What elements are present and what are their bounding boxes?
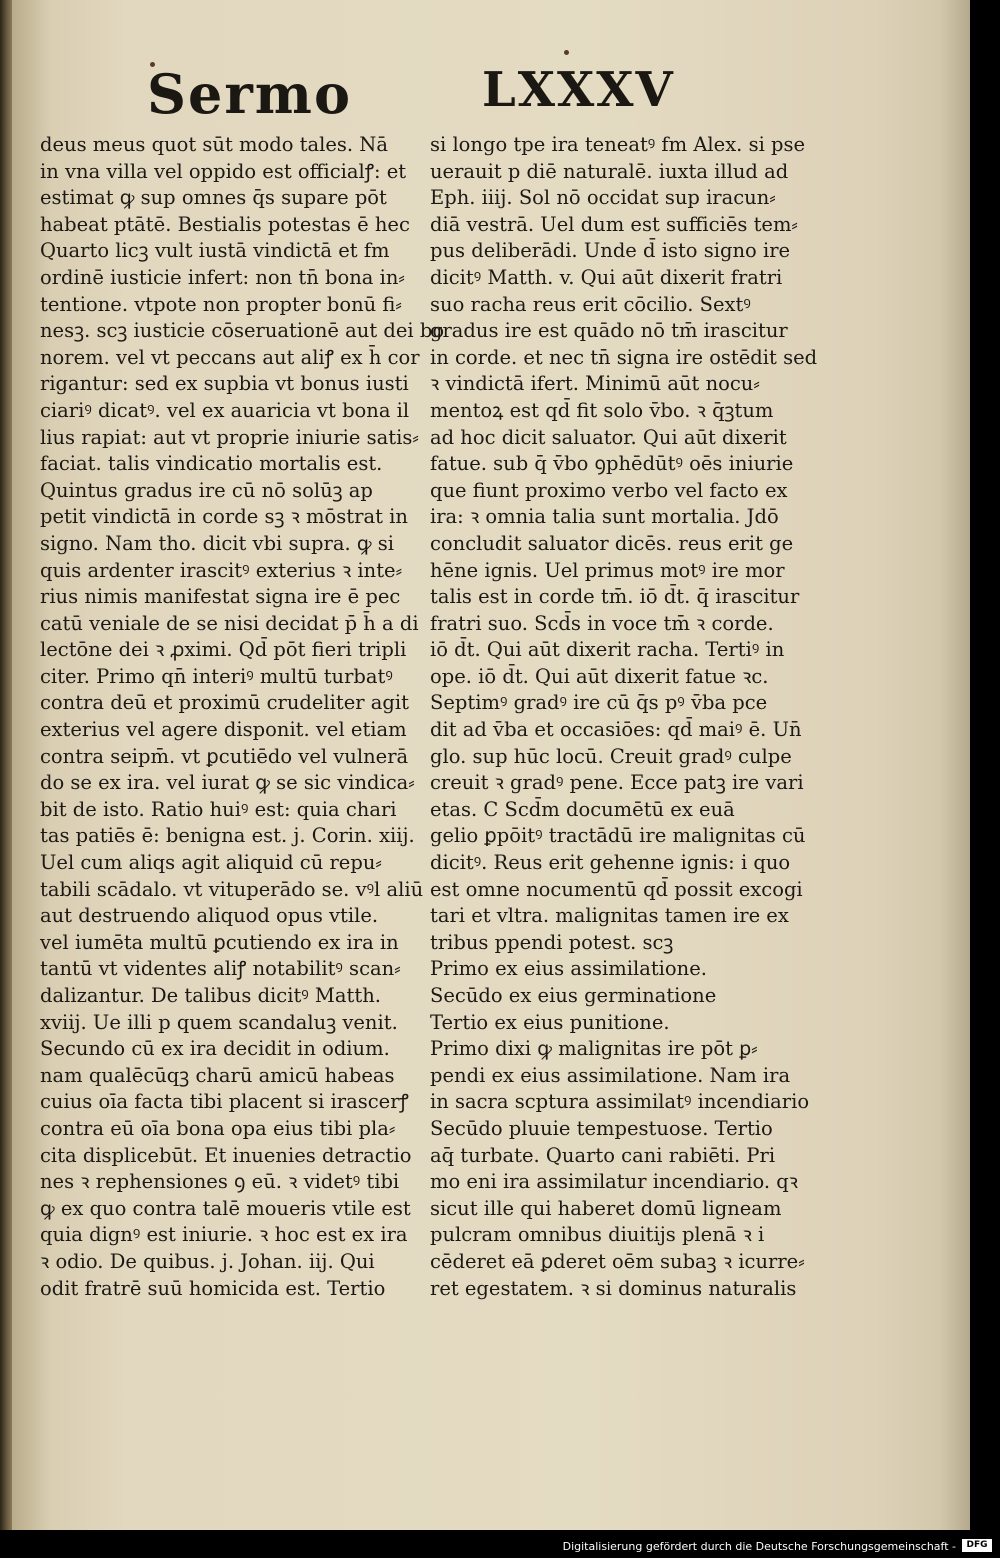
text-line: uerauit p diē naturalē. iuxta illud ad: [430, 159, 789, 183]
text-line: citer. Primo qn̄ interiꝰ multū turbatꝰ: [40, 664, 393, 688]
text-line: cita displicebūt. Et inuenies detractio: [40, 1143, 412, 1167]
text-line: fatue. sub q̄ v̄bo ꝯphēdūtꝰ oēs iniurie: [430, 452, 794, 476]
text-column-left: [40, 132, 445, 1302]
text-line: Quintus gradus ire cū nō solūꝫ ap: [40, 478, 373, 502]
text-line: tabili scādalo. vt vituperādo se. vꝰl aliū: [40, 877, 424, 901]
funding-notice: Digitalisierung gefördert durch die Deutsche Forschungsgemeinschaft -: [562, 1540, 956, 1553]
text-line: quia dignꝰ est iniurie. ꝛ hoc est ex ira: [40, 1223, 408, 1247]
text-line: in sacra scptura assimilatꝰ incendiario: [430, 1090, 810, 1114]
text-line: Tertio ex eius punitione.: [430, 1010, 670, 1034]
text-line: tribus ppendi potest. scꝫ: [430, 930, 674, 954]
text-line: mo eni ira assimilatur incendiario. qꝛ: [430, 1170, 798, 1194]
text-line: gradus ire est quādo nō tm̄ irascitur: [430, 319, 788, 343]
text-line: tari et vltra. malignitas tamen ire ex: [430, 904, 789, 928]
text-line: signo. Nam tho. dicit vbi supra. ꝙ si: [40, 531, 394, 555]
text-line: quis ardenter irascitꝰ exterius ꝛ inte⸗: [40, 558, 403, 582]
text-line: exterius vel agere disponit. vel etiam: [40, 718, 407, 742]
running-head-right: LXXXV: [482, 62, 675, 118]
text-line: in corde. et nec tn̄ signa ire ostēdit sed: [430, 345, 818, 369]
text-line: dicitꝰ Matth. v. Qui aūt dixerit fratri: [430, 265, 783, 289]
text-line: aq̄ turbate. Quarto cani rabiēti. Pri: [430, 1143, 776, 1167]
text-line: Primo dixi ꝙ malignitas ire pōt ꝑ⸗: [430, 1037, 758, 1061]
text-line: odit fratrē suū homicida est. Tertio: [40, 1276, 386, 1300]
text-line: nam qualēcūqꝫ charū amicū habeas: [40, 1063, 395, 1087]
text-line: norem. vel vt peccans aut aliꝭ ex h̄ cor: [40, 345, 420, 369]
text-line: Uel cum aliqs agit aliquid cū repu⸗: [40, 851, 382, 875]
text-line: Quarto licꝫ vult iustā vindictā et fm: [40, 239, 390, 263]
text-line: nesꝫ. scꝫ iusticie cōseruationē aut dei bo: [40, 319, 445, 343]
text-line: ordinē iusticie infert: non tn̄ bona in⸗: [40, 265, 405, 289]
text-line: concludit saluator dicēs. reus erit ge: [430, 531, 794, 555]
text-line: pus deliberādi. Unde d̄ isto signo ire: [430, 239, 791, 263]
text-line: petit vindictā in corde sꝫ ꝛ mōstrat in: [40, 505, 408, 529]
text-line: tas patiēs ē: benigna est. j. Corin. xiij.: [40, 824, 415, 848]
footer-bar: [0, 1530, 1000, 1558]
text-line: tentione. vtpote non propter bonū fi⸗: [40, 292, 402, 316]
text-line: xviij. Ue illi p quem scandaluꝫ venit.: [40, 1010, 398, 1034]
text-line: dicitꝰ. Reus erit gehenne ignis: i quo: [430, 851, 791, 875]
text-line: estimat ꝙ sup omnes q̄s supare pōt: [40, 186, 387, 210]
text-line: creuit ꝛ gradꝰ pene. Ecce patꝫ ire vari: [430, 771, 804, 795]
text-line: aut destruendo aliquod opus vtile.: [40, 904, 379, 928]
text-line: contra eū oīa bona opa eius tibi pla⸗: [40, 1116, 396, 1140]
text-line: mentoꝝ est qd̄ fit solo v̄bo. ꝛ q̄ꝫtum: [430, 398, 774, 422]
text-line: gelio ꝑpōitꝰ tractādū ire malignitas cū: [430, 824, 806, 848]
text-line: si longo tpe ira teneatꝰ fm Alex. si pse: [430, 133, 806, 156]
text-line: rigantur: sed ex supbia vt bonus iusti: [40, 372, 409, 396]
text-line: ꝛ vindictā ifert. Minimū aūt nocu⸗: [430, 372, 760, 396]
text-line: tantū vt videntes aliꝭ notabilitꝰ scan⸗: [40, 957, 401, 981]
margin-mark: [564, 50, 569, 55]
text-line: rius nimis manifestat signa ire ē pec: [40, 585, 401, 609]
text-line: diā vestrā. Uel dum est sufficiēs tem⸗: [430, 212, 798, 236]
text-line: bit de isto. Ratio huiꝰ est: quia chari: [40, 797, 397, 821]
text-line: pendi ex eius assimilatione. Nam ira: [430, 1063, 791, 1087]
text-line: fratri suo. Scd̄s in voce tm̄ ꝛ corde.: [430, 611, 774, 635]
text-line: suo racha reus erit cōcilio. Sextꝰ: [430, 292, 751, 316]
text-line: etas. C Scd̄m documētū ex euā: [430, 797, 735, 821]
text-line: ope. iō d̄t. Qui aūt dixerit fatue ꝛc.: [430, 664, 769, 688]
text-line: nes ꝛ rephensiones ꝯ eū. ꝛ videtꝰ tibi: [40, 1170, 400, 1194]
text-line: Eph. iiij. Sol nō occidat sup iracun⸗: [430, 186, 776, 210]
text-line: contra seipm̄. vt ꝑcutiēdo vel vulnerā: [40, 744, 409, 768]
text-line: dalizantur. De talibus dicitꝰ Matth.: [40, 984, 381, 1007]
text-line: lius rapiat: aut vt proprie iniurie satis⸗: [40, 425, 419, 449]
text-line: catū veniale de se nisi decidat p̄ h̄ a di: [40, 611, 419, 635]
text-line: Secūdo pluuie tempestuose. Tertio: [430, 1116, 773, 1140]
text-line: ret egestatem. ꝛ si dominus naturalis: [430, 1276, 797, 1300]
text-line: faciat. talis vindicatio mortalis est.: [40, 452, 383, 476]
text-line: Secūdo ex eius germinatione: [430, 984, 717, 1007]
text-line: ira: ꝛ omnia talia sunt mortalia. Jdō: [430, 505, 779, 529]
text-line: vel iumēta multū ꝑcutiendo ex ira in: [40, 930, 399, 954]
dfg-logo-icon: DFG: [962, 1539, 992, 1552]
text-line: pulcram omnibus diuitijs plenā ꝛ i: [430, 1223, 765, 1247]
text-line: que fiunt proximo verbo vel facto ex: [430, 478, 788, 502]
text-line: cuius oīa facta tibi placent si irascerꝭ: [40, 1090, 409, 1114]
text-line: in vna villa vel oppido est officialꝭ: et: [40, 159, 407, 183]
text-line: ad hoc dicit saluator. Qui aūt dixerit: [430, 425, 787, 449]
text-line: Secundo cū ex ira decidit in odium.: [40, 1037, 390, 1061]
text-line: lectōne dei ꝛ ꝓximi. Qd̄ pōt fieri tripli: [40, 638, 407, 662]
running-head-left: Sermo: [147, 62, 352, 126]
text-line: ciariꝰ dicatꝰ. vel ex auaricia vt bona il: [40, 398, 410, 422]
text-line: iō d̄t. Qui aūt dixerit racha. Tertiꝰ in: [430, 638, 785, 662]
text-line: cēderet eā ꝑderet oēm subaꝫ ꝛ icurre⸗: [430, 1249, 805, 1273]
text-line: Primo ex eius assimilatione.: [430, 957, 707, 981]
text-line: ꝛ odio. De quibus. j. Johan. iij. Qui: [40, 1249, 375, 1273]
text-line: Septimꝰ gradꝰ ire cū q̄s pꝰ v̄ba pce: [430, 691, 768, 715]
book-page: [12, 0, 970, 1530]
text-line: glo. sup hūc locū. Creuit gradꝰ culpe: [430, 744, 792, 768]
text-line: dit ad v̄ba et occasiōes: qd̄ maiꝰ ē. Un̄: [430, 718, 802, 742]
text-line: est omne nocumentū qd̄ possit excogi: [430, 877, 803, 901]
text-line: deus meus quot sūt modo tales. Nā: [40, 133, 388, 156]
text-line: do se ex ira. vel iurat ꝙ se sic vindica⸗: [40, 771, 415, 795]
book-spine: [0, 0, 12, 1530]
text-line: contra deū et proximū crudeliter agit: [40, 691, 409, 715]
text-line: sicut ille qui haberet domū ligneam: [430, 1196, 782, 1220]
text-line: ꝙ ex quo contra talē moueris vtile est: [40, 1196, 411, 1220]
text-line: habeat ptātē. Bestialis potestas ē hec: [40, 212, 410, 236]
text-line: talis est in corde tm̄. iō d̄t. q̄ irascitur: [430, 585, 800, 609]
text-line: hēne ignis. Uel primus motꝰ ire mor: [430, 558, 785, 582]
text-column-right: [430, 132, 818, 1302]
